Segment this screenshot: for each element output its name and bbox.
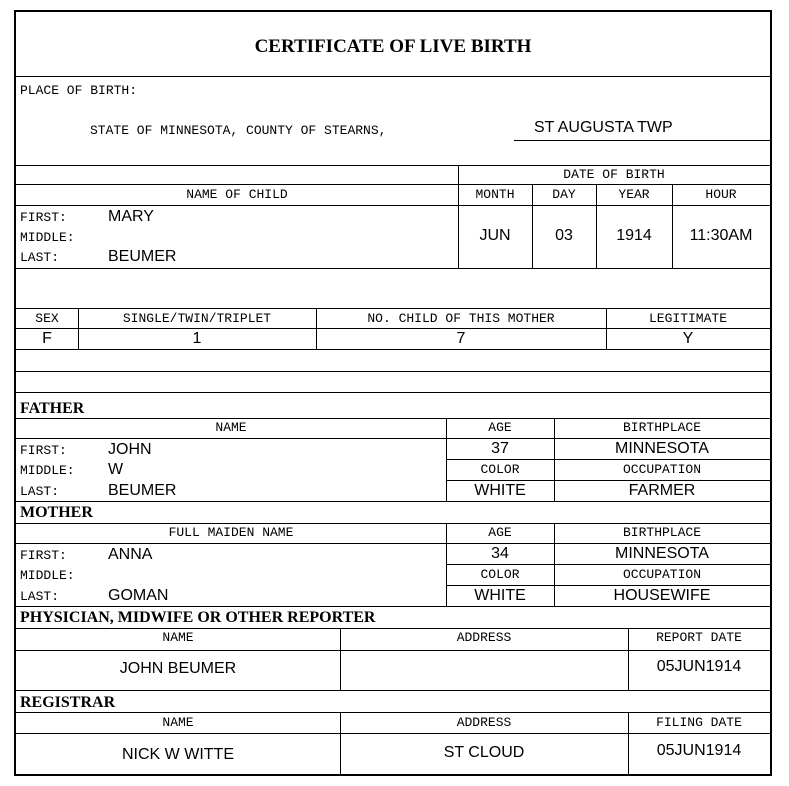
place-of-birth-label: PLACE OF BIRTH:: [20, 83, 138, 98]
day-value: 03: [555, 227, 573, 244]
father-first-value: JOHN: [108, 441, 152, 458]
physician-address-label: ADDRESS: [456, 630, 512, 645]
mother-birthplace-label: BIRTHPLACE: [622, 525, 701, 540]
father-name-label: NAME: [215, 420, 247, 435]
registrar-address-value: ST CLOUD: [443, 744, 525, 761]
father-middle-value: W: [108, 461, 124, 478]
registrar-address-label: ADDRESS: [456, 715, 512, 730]
child-middle-label: MIDDLE:: [20, 230, 75, 245]
child-number-value: 7: [456, 330, 466, 347]
child-first-label: FIRST:: [20, 210, 67, 225]
father-occupation-label: OCCUPATION: [622, 462, 701, 477]
father-age-label: AGE: [488, 420, 512, 435]
legitimate-label: LEGITIMATE: [648, 311, 727, 326]
filing-date-label: FILING DATE: [656, 715, 742, 730]
month-label: MONTH: [475, 187, 515, 202]
day-label: DAY: [552, 187, 576, 202]
year-value: 1914: [616, 227, 652, 244]
father-age-value: 37: [491, 440, 509, 457]
birth-certificate: [14, 10, 772, 776]
report-date-label: REPORT DATE: [656, 630, 742, 645]
mother-birthplace-value: MINNESOTA: [615, 545, 709, 562]
mother-color-value: WHITE: [474, 587, 526, 604]
date-of-birth-header: DATE OF BIRTH: [563, 167, 665, 182]
child-number-label: NO. CHILD OF THIS MOTHER: [367, 311, 555, 326]
hour-value: 11:30AM: [689, 227, 753, 244]
plurality-value: 1: [192, 330, 202, 347]
father-birthplace-value: MINNESOTA: [615, 440, 709, 457]
child-last-label: LAST:: [20, 250, 60, 265]
state-county-text: STATE OF MINNESOTA, COUNTY OF STEARNS,: [90, 123, 387, 138]
child-last-value: BEUMER: [108, 248, 177, 265]
physician-name-value: JOHN BEUMER: [119, 660, 237, 677]
legitimate-value: Y: [682, 330, 694, 347]
mother-age-label: AGE: [488, 525, 512, 540]
mother-color-label: COLOR: [480, 567, 520, 582]
mother-age-value: 34: [491, 545, 509, 562]
father-color-label: COLOR: [480, 462, 520, 477]
year-label: YEAR: [618, 187, 650, 202]
mother-first-value: ANNA: [108, 546, 153, 563]
mother-last-value: GOMAN: [108, 587, 169, 604]
mother-last-label: LAST:: [20, 589, 60, 604]
physician-name-label: NAME: [162, 630, 194, 645]
hour-label: HOUR: [705, 187, 737, 202]
certificate-title: CERTIFICATE OF LIVE BIRTH: [254, 36, 532, 57]
mother-middle-label: MIDDLE:: [20, 568, 75, 583]
father-last-value: BEUMER: [108, 482, 177, 499]
mother-occupation-value: HOUSEWIFE: [613, 587, 711, 604]
filing-date-value: 05JUN1914: [656, 742, 742, 759]
father-middle-label: MIDDLE:: [20, 463, 75, 478]
physician-section-title: PHYSICIAN, MIDWIFE OR OTHER REPORTER: [20, 609, 376, 626]
father-first-label: FIRST:: [20, 443, 67, 458]
registrar-section-title: REGISTRAR: [20, 694, 116, 711]
township-value: ST AUGUSTA TWP: [534, 119, 673, 136]
report-date-value: 05JUN1914: [656, 658, 742, 675]
month-value: JUN: [479, 227, 511, 244]
registrar-name-value: NICK W WITTE: [122, 746, 234, 763]
father-color-value: WHITE: [474, 482, 526, 499]
mother-name-label: FULL MAIDEN NAME: [168, 525, 294, 540]
mother-occupation-label: OCCUPATION: [622, 567, 701, 582]
father-birthplace-label: BIRTHPLACE: [622, 420, 701, 435]
child-first-value: MARY: [108, 208, 154, 225]
father-last-label: LAST:: [20, 484, 60, 499]
mother-section-title: MOTHER: [20, 504, 93, 521]
name-of-child-header: NAME OF CHILD: [186, 187, 288, 202]
father-section-title: FATHER: [20, 400, 85, 417]
father-occupation-value: FARMER: [628, 482, 696, 499]
sex-label: SEX: [35, 311, 59, 326]
mother-first-label: FIRST:: [20, 548, 67, 563]
sex-value: F: [42, 330, 52, 347]
registrar-name-label: NAME: [162, 715, 194, 730]
plurality-label: SINGLE/TWIN/TRIPLET: [122, 311, 272, 326]
